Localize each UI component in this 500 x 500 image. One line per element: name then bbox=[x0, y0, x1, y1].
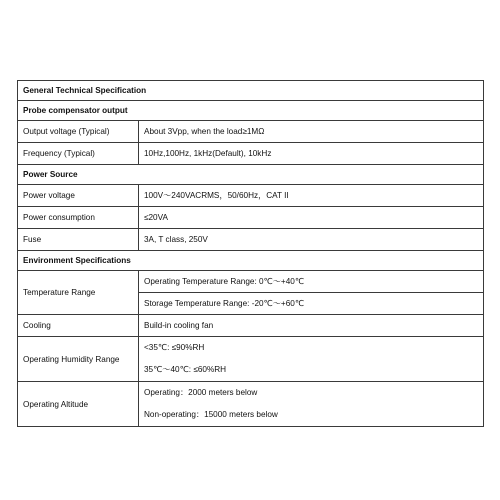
table-row bbox=[18, 143, 484, 165]
row-value-operating-temperature: Operating Temperature Range: 0℃～+40℃ bbox=[139, 271, 484, 293]
row-label-altitude: Operating Altitude bbox=[18, 382, 139, 427]
table-title: General Technical Specification bbox=[18, 81, 484, 101]
section-header-row bbox=[18, 165, 484, 185]
table-row bbox=[18, 382, 484, 427]
row-label: Power consumption bbox=[18, 207, 139, 229]
row-label: Power voltage bbox=[18, 185, 139, 207]
table-row bbox=[18, 315, 484, 337]
row-value: 100V～240VACRMS，50/60Hz，CAT II bbox=[139, 185, 484, 207]
row-label: Output voltage (Typical) bbox=[18, 121, 139, 143]
row-value-humidity bbox=[139, 337, 484, 382]
altitude-line-1: Operating：2000 meters below bbox=[144, 388, 258, 397]
row-label-humidity: Operating Humidity Range bbox=[18, 337, 139, 382]
table-row bbox=[18, 337, 484, 382]
row-value: 3A, T class, 250V bbox=[139, 229, 484, 251]
altitude-line-2: Non-operating：15000 meters below bbox=[144, 410, 278, 419]
table-row bbox=[18, 185, 484, 207]
row-value-altitude bbox=[139, 382, 484, 427]
table-row bbox=[18, 229, 484, 251]
spec-table bbox=[17, 80, 484, 427]
section-header-power: Power Source bbox=[18, 165, 484, 185]
row-label: Frequency (Typical) bbox=[18, 143, 139, 165]
row-label: Fuse bbox=[18, 229, 139, 251]
row-value-cooling: Build-in cooling fan bbox=[139, 315, 484, 337]
table-row bbox=[18, 271, 484, 293]
row-value: 10Hz,100Hz, 1kHz(Default), 10kHz bbox=[139, 143, 484, 165]
section-header-environment: Environment Specifications bbox=[18, 251, 484, 271]
section-header-probe: Probe compensator output bbox=[18, 101, 484, 121]
row-value-storage-temperature: Storage Temperature Range: -20℃～+60℃ bbox=[139, 293, 484, 315]
table-row bbox=[18, 121, 484, 143]
table-row bbox=[18, 207, 484, 229]
row-value: About 3Vpp, when the load≥1MΩ bbox=[139, 121, 484, 143]
section-header-row bbox=[18, 101, 484, 121]
table-title-row bbox=[18, 81, 484, 101]
humidity-line-1: <35℃: ≤90%RH bbox=[144, 343, 205, 352]
row-label-temperature: Temperature Range bbox=[18, 271, 139, 315]
row-label-cooling: Cooling bbox=[18, 315, 139, 337]
row-value: ≤20VA bbox=[139, 207, 484, 229]
section-header-row bbox=[18, 251, 484, 271]
humidity-line-2: 35℃～40℃: ≤60%RH bbox=[144, 365, 227, 374]
